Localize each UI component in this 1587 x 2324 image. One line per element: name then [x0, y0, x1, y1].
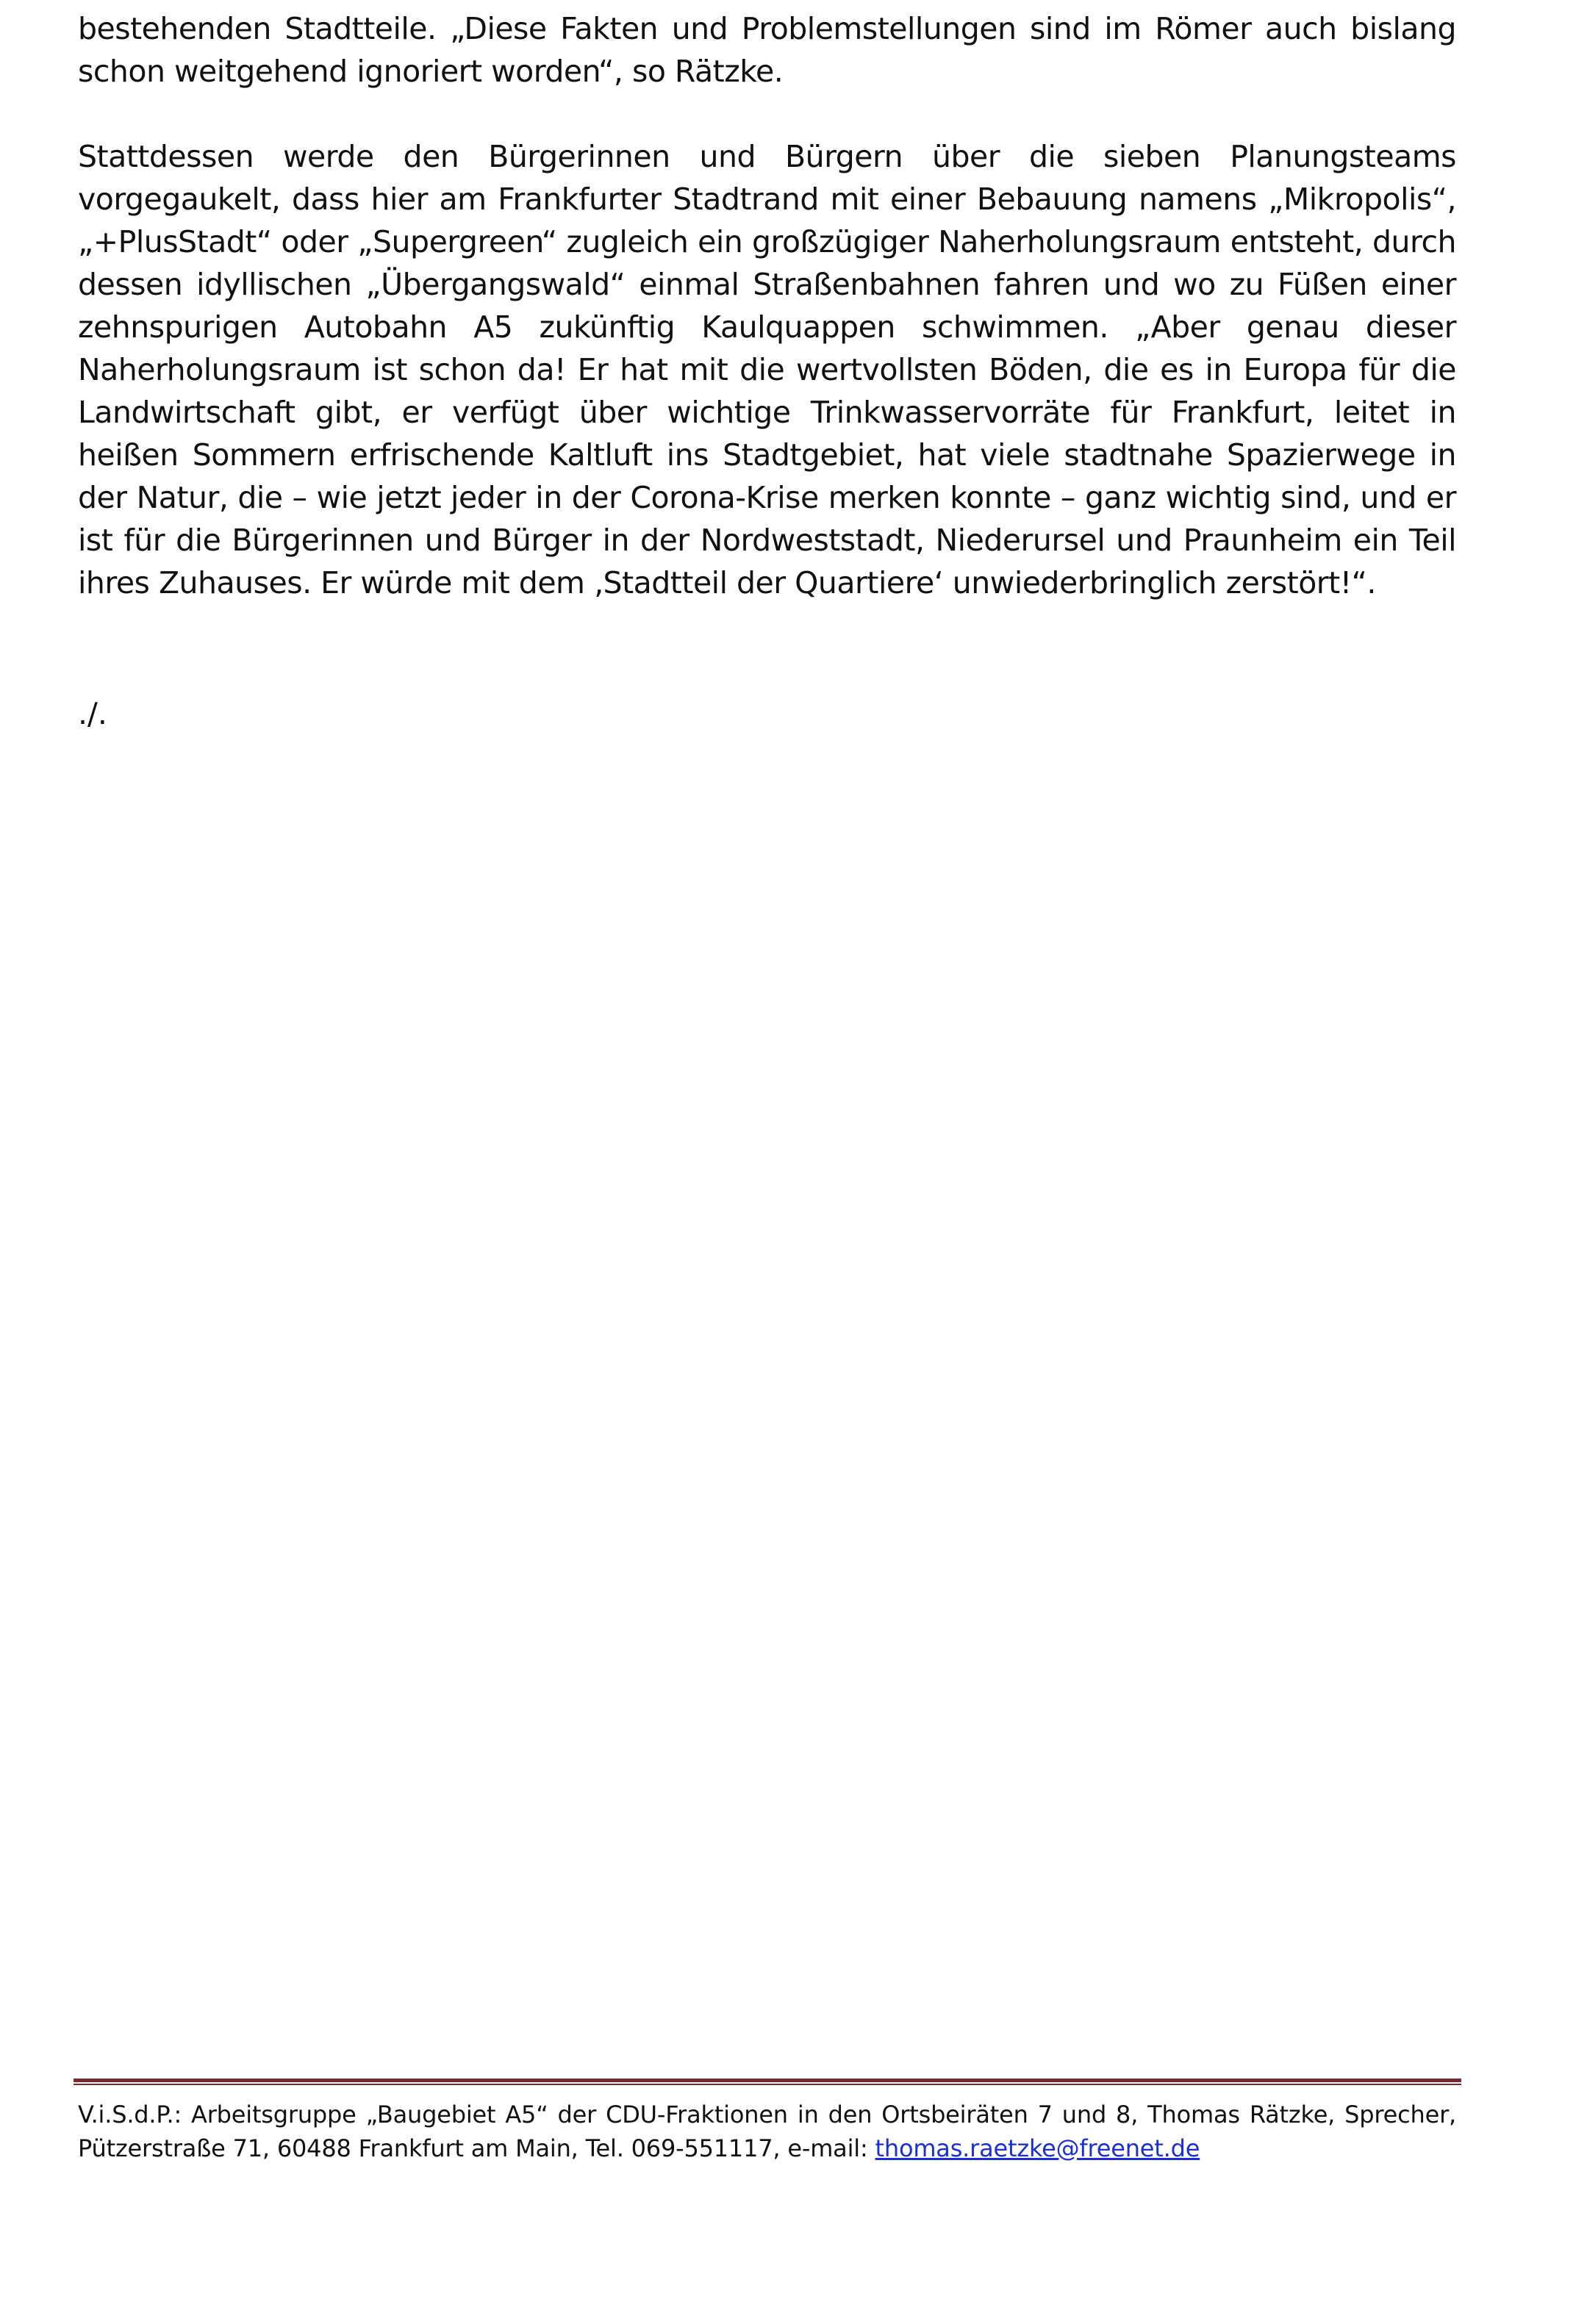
- closing-mark: ./.: [78, 696, 107, 731]
- footer-imprint-text: V.i.S.d.P.: Arbeitsgruppe „Baugebiet A5“ der CDU-Fraktionen in den Ortsbeiräten 7 und 8, Thomas Rätzke, Sprecher, Pützerstraße 71, 60488 Frankfurt am Main, Tel. 069-551117, e-mail:: [78, 2101, 1456, 2162]
- body-paragraph-2: Stattdessen werde den Bürgerinnen und Bürgern über die sieben Planungsteams vorgegaukelt, dass hier am Frankfurter Stadtrand mit einer Bebauung namens „Mikropolis“, „+PlusStadt“ oder „Supergreen“ zugleich ein großzügiger Naherholungsraum entsteht, durch dessen idyllischen „Übergangswald“ einmal Straßenbahnen fahren und wo zu Füßen einer zehnspurigen Autobahn A5 zukünftig Kaulquappen schwimmen. „Aber genau dieser Naherholungsraum ist schon da! Er hat mit die wertvollsten Böden, die es in Europa für die Landwirtschaft gibt, er verfügt über wichtige Trinkwasservorräte für Frankfurt, leitet in heißen Sommern erfrischende Kaltluft ins Stadtgebiet, hat viele stadtnahe Spazierwege in der Natur, die – wie jetzt jeder in der Corona-Krise merken konnte – ganz wichtig sind, und er ist für die Bürgerinnen und Bürger in der Nordweststadt, Niederursel und Praunheim ein Teil ihres Zuhauses. Er würde mit dem ‚Stadtteil der Quartiere‘ unwiederbringlich zerstört!“.: [78, 139, 1456, 600]
- footer-email-link[interactable]: thomas.raetzke@freenet.de: [875, 2134, 1200, 2162]
- footer-imprint: [78, 2098, 1456, 2165]
- body-paragraph-1: bestehenden Stadtteile. „Diese Fakten und Problemstellungen sind im Römer auch bislang schon weitgehend ignoriert worden“, so Rätzke.: [78, 11, 1456, 89]
- footer-divider: [74, 2079, 1461, 2085]
